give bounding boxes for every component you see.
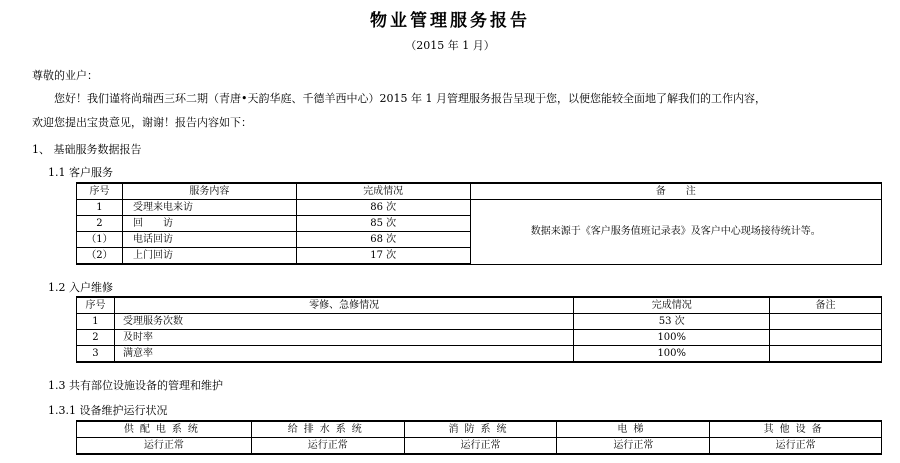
repair-item: 受理服务次数 <box>114 314 573 330</box>
equipment-status: 运行正常 <box>251 438 404 455</box>
completion-status: 68 次 <box>296 232 470 248</box>
row-number: 2 <box>77 216 123 232</box>
row-number: 2 <box>77 330 115 346</box>
remark-cell <box>770 330 882 346</box>
service-content: 电话回访 <box>122 232 296 248</box>
table-row <box>77 346 882 363</box>
home-repair-table <box>76 296 882 363</box>
remark-cell <box>770 346 882 363</box>
table-row <box>77 330 882 346</box>
table-header: 服务内容 <box>122 183 296 200</box>
table-header: 完成情况 <box>296 183 470 200</box>
section-1-3-heading: 1.3 共有部位设施设备的管理和维护 <box>48 379 223 392</box>
intro-line-2: 欢迎您提出宝贵意见，谢谢！报告内容如下： <box>32 116 252 129</box>
row-number: 1 <box>77 200 123 216</box>
table-header: 备 注 <box>470 183 881 200</box>
table-header: 序号 <box>77 297 115 314</box>
table-header: 消防系统 <box>404 421 557 438</box>
intro-line-1: 您好！我们谨将尚瑞西三环二期（青唐•天韵华庭、千德羊西中心）2015 年 1 月管理服务报告呈现于您，以便您能较全面地了解我们的工作内容， <box>54 92 766 105</box>
equipment-status: 运行正常 <box>77 438 252 455</box>
repair-item: 满意率 <box>114 346 573 363</box>
equipment-status: 运行正常 <box>710 438 882 455</box>
table-header: 备注 <box>770 297 882 314</box>
completion-status: 17 次 <box>296 248 470 265</box>
row-number: （1） <box>77 232 123 248</box>
service-content: 回 访 <box>122 216 296 232</box>
table-header: 其他设备 <box>710 421 882 438</box>
equipment-status: 运行正常 <box>404 438 557 455</box>
section-1-heading: 1、 基础服务数据报告 <box>32 143 142 156</box>
customer-service-table <box>76 182 882 265</box>
remark-cell <box>770 314 882 330</box>
equipment-status: 运行正常 <box>557 438 710 455</box>
table-header: 给排水系统 <box>251 421 404 438</box>
repair-item: 及时率 <box>114 330 573 346</box>
report-title: 物业管理服务报告 <box>370 11 530 31</box>
completion-status: 53 次 <box>574 314 770 330</box>
table-header: 零修、急修情况 <box>114 297 573 314</box>
greeting: 尊敬的业户： <box>32 69 98 82</box>
completion-status: 100% <box>574 330 770 346</box>
completion-status: 100% <box>574 346 770 363</box>
completion-status: 85 次 <box>296 216 470 232</box>
table-row <box>77 200 882 216</box>
row-number: （2） <box>77 248 123 265</box>
table-row <box>77 314 882 330</box>
service-content: 受理来电来访 <box>122 200 296 216</box>
table-header: 电梯 <box>557 421 710 438</box>
section-1-2-heading: 1.2 入户维修 <box>48 281 113 294</box>
row-number: 1 <box>77 314 115 330</box>
service-content: 上门回访 <box>122 248 296 265</box>
section-1-1-heading: 1.1 客户服务 <box>48 166 113 179</box>
table-header: 供配电系统 <box>77 421 252 438</box>
section-1-3-1-heading: 1.3.1 设备维护运行状况 <box>48 404 168 417</box>
report-period: （2015 年 1 月） <box>405 39 495 52</box>
remark-cell: 数据来源于《客户服务值班记录表》及客户中心现场接待统计等。 <box>470 200 881 265</box>
completion-status: 86 次 <box>296 200 470 216</box>
row-number: 3 <box>77 346 115 363</box>
table-header: 序号 <box>77 183 123 200</box>
table-header: 完成情况 <box>574 297 770 314</box>
equipment-status-table <box>76 420 882 455</box>
table-row <box>77 438 882 455</box>
